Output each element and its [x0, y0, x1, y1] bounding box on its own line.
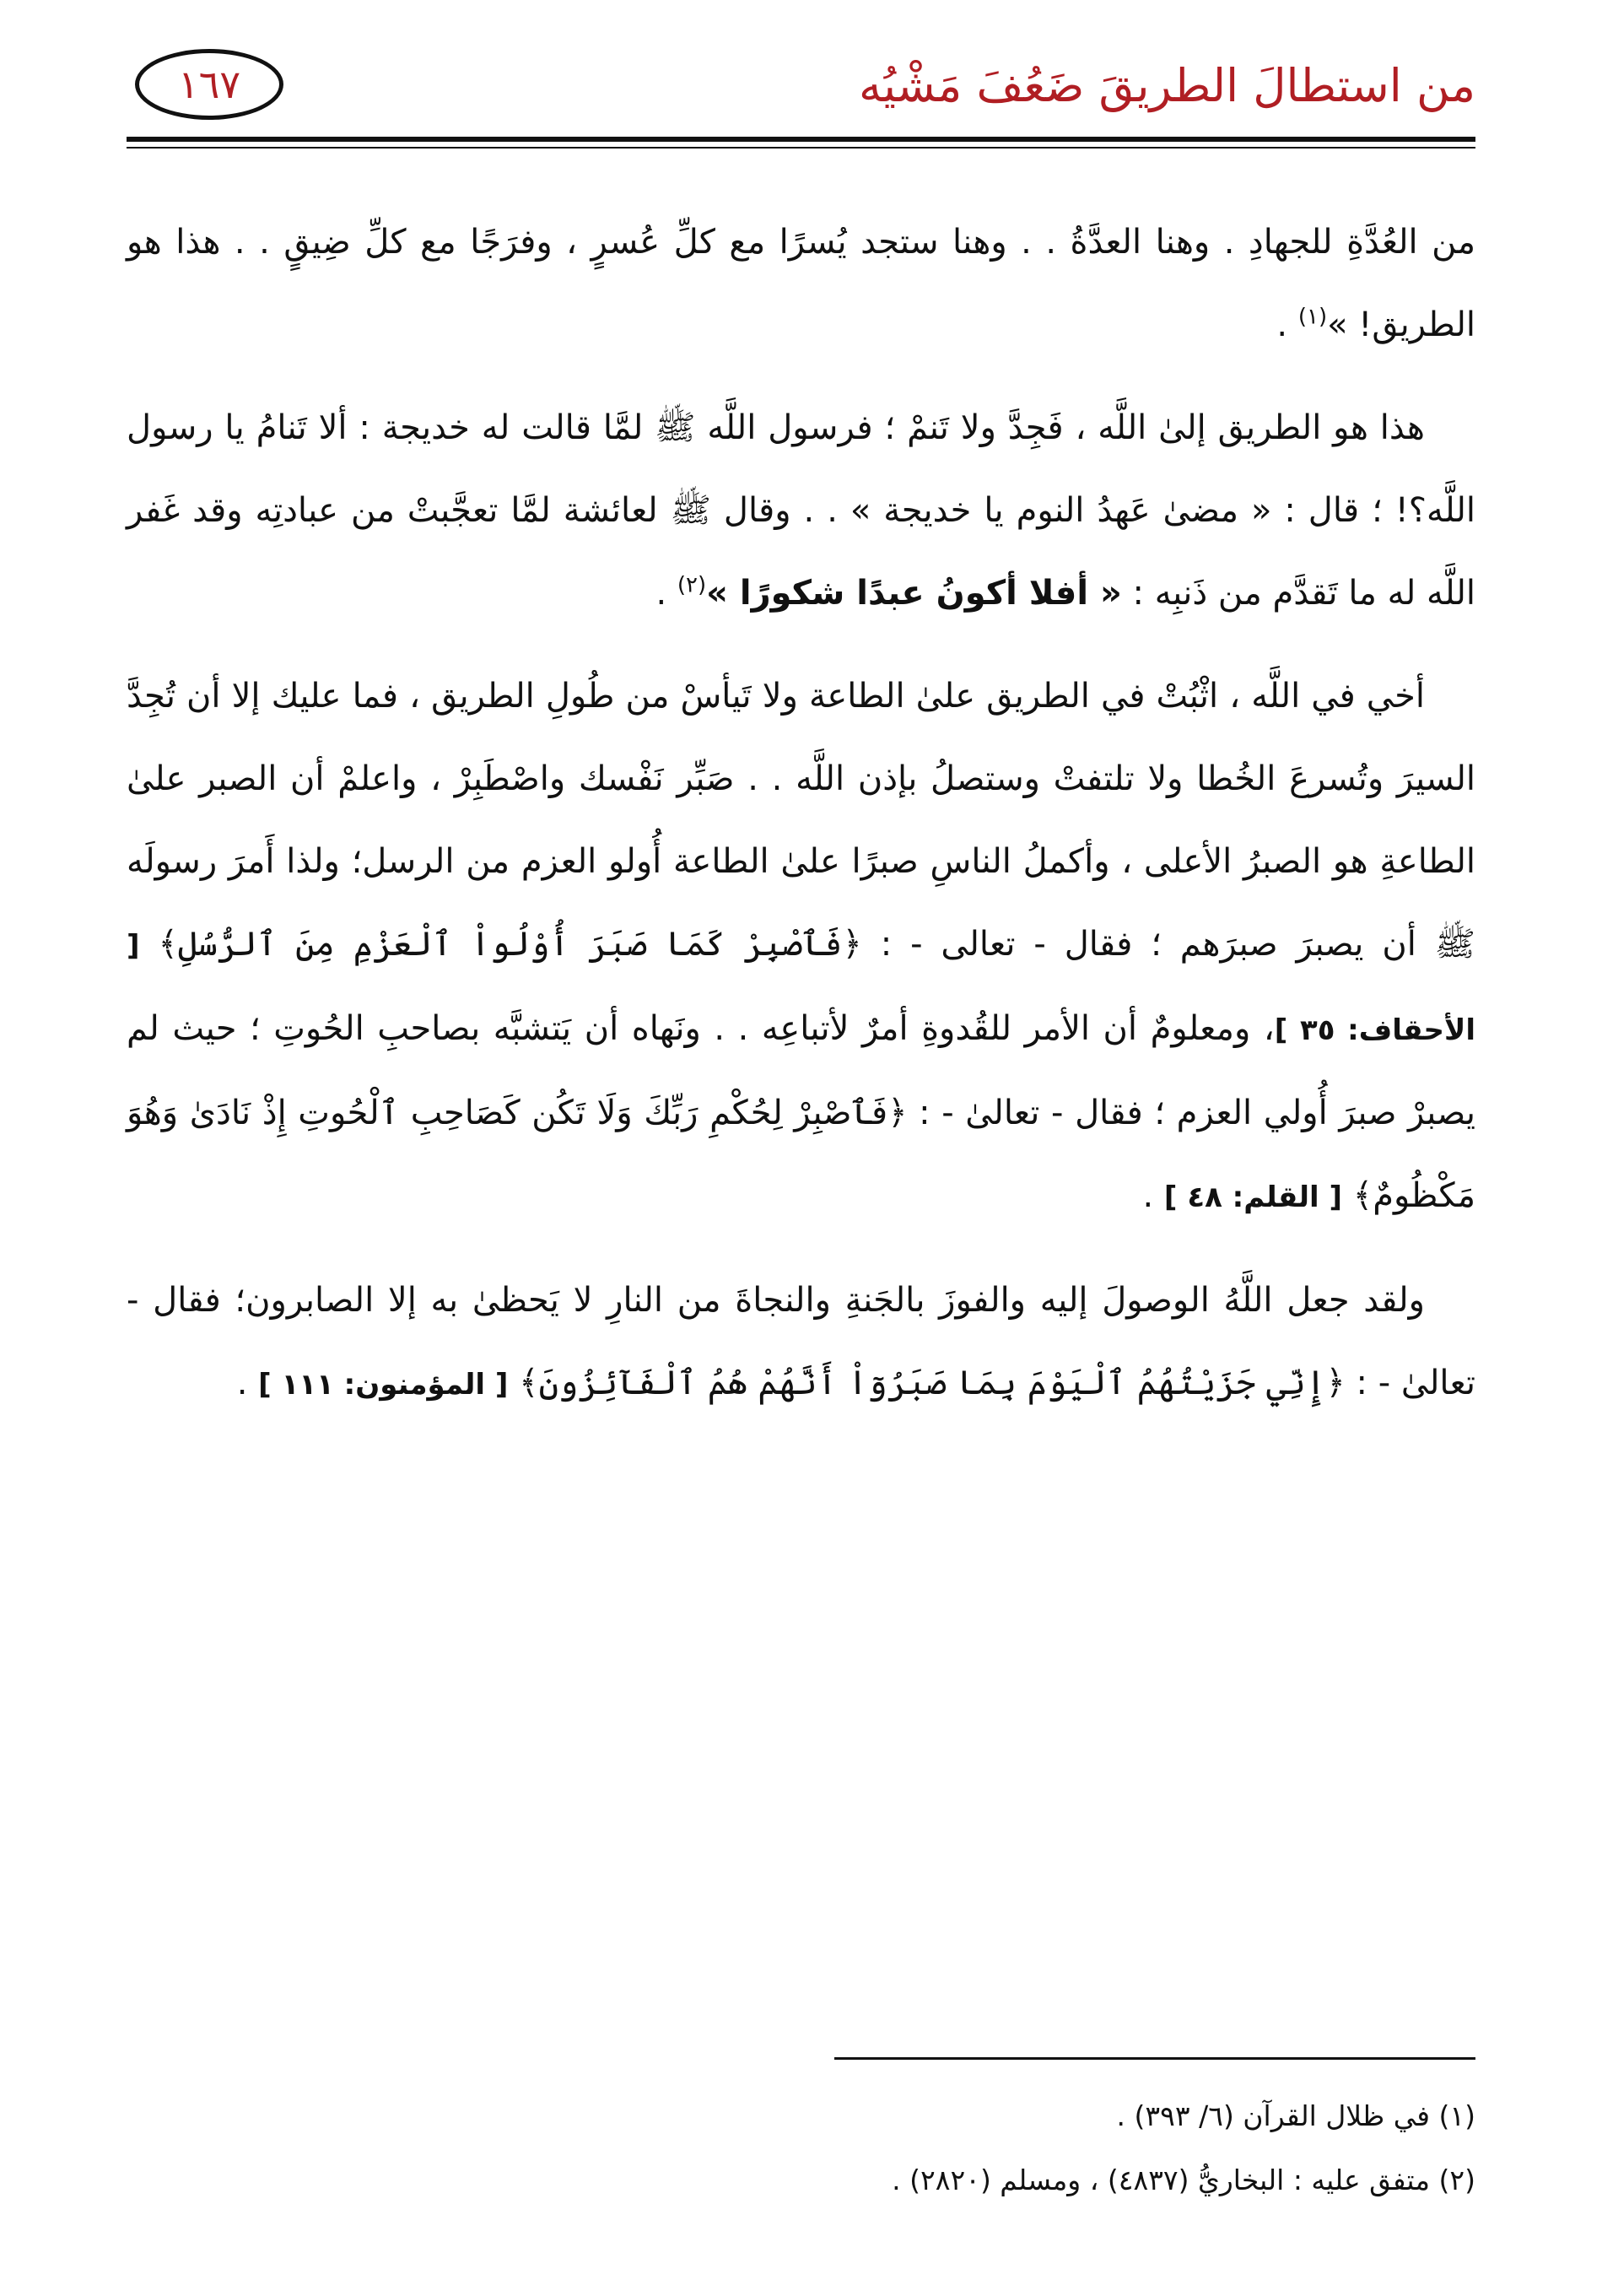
- hadith-quote: « أفلا أكونُ عبدًا شكورًا »: [706, 574, 1122, 613]
- paragraph-1-end: .: [1276, 305, 1298, 344]
- paragraph-4-end: .: [236, 1364, 259, 1402]
- paragraph-1-text: من العُدَّةِ للجهادِ . وهنا العدَّةُ . . وهنا ستجد يُسرًا مع كلِّ عُسرٍ ، وفرَجًا مع كلِّ ضِيقٍ . . هذا هو الطريق! »: [127, 223, 1475, 344]
- paragraph-3-end: .: [1142, 1176, 1164, 1215]
- paragraph-2-text: هذا هو الطريق إلىٰ اللَّه ، فَجِدَّ ولا تَنمْ ؛ فرسول اللَّه ﷺ لمَّا قالت له خديجة : ألا تَنامُ يا رسول اللَّه؟! ؛ قال : « مضىٰ عَهدُ النوم يا خديجة » . . وقال ﷺ لعائشة لمَّا تعجَّبتْ من عبادتِه وقد غَفر اللَّه له ما تَقدَّم من ذَنبِه :: [127, 408, 1475, 613]
- footnote-1: (١) في ظلال القرآن (٦/ ٣٩٣) .: [1116, 2099, 1475, 2132]
- quran-verse-2: ﴿فَٱصْبِرْ لِحُكْمِ رَبِّكَ وَلَا تَكُن كَصَاحِبِ ٱلْحُوتِ إِذْ نَادَىٰ وَهُوَ مَكْظُومٌ﴾: [127, 1094, 1475, 1215]
- footnote-2: (٢) متفق عليه : البخاريُّ (٤٨٣٧) ، ومسلم (٢٨٢٠) .: [892, 2164, 1475, 2196]
- page-number-badge: [135, 49, 283, 120]
- paragraph-3-text-b: ، ومعلومٌ أن الأمر للقُدوةِ أمرٌ لأتباعِه . . ونَهاه أن يَتشبَّه بصاحبِ الحُوتِ ؛ حيث لم يصبرْ صبرَ أُولي العزم ؛ فقال - تعالىٰ - :: [127, 1009, 1476, 1132]
- verse-reference-2: [ القلم: ٤٨ ]: [1163, 1180, 1343, 1214]
- footnote-separator: [834, 2057, 1475, 2060]
- header-rule-thick: [127, 137, 1475, 142]
- footnotes: [127, 2084, 1475, 2212]
- header-rule-thin: [127, 147, 1475, 149]
- paragraph-3: [127, 655, 1475, 1239]
- quran-verse-3: ﴿إِنِّي جَزَيْتُهُمُ ٱلْيَوْمَ بِمَا صَبَرُوٓاْ أَنَّهُمْ هُمُ ٱلْفَآئِزُونَ﴾: [519, 1364, 1346, 1402]
- footnote-marker-1: (١): [1297, 304, 1328, 330]
- paragraph-3-text-a: أخي في اللَّه ، اثْبُتْ في الطريق علىٰ الطاعة ولا تَيأسْ من طُولِ الطريق ، فما عليك إلا أن تُجِدَّ السيرَ وتُسرعَ الخُطا ولا تلتفتْ وستصلُ بإذن اللَّه . . صَبِّر نَفْسك واصْطَبِرْ ، واعلمْ أن الصبر علىٰ الطاعةِ هو الصبرُ الأعلى ، وأكملُ الناسِ صبرًا علىٰ الطاعة أُولو العزم من الرسل؛ ولذا أَمرَ رسولَه ﷺ أن يصبرَ صبرَهم ؛ فقال - تعالى - :: [127, 677, 1476, 964]
- paragraph-4-text: ولقد جعل اللَّهُ الوصولَ إليه والفوزَ بالجَنةِ والنجاةَ من النارِ لا يَحظىٰ به إلا الصابرون؛ فقال - تعالىٰ - :: [127, 1281, 1475, 1402]
- paragraph-2-end: .: [655, 574, 677, 613]
- running-title: من استطالَ الطريقَ ضَعُفَ مَشْيُه: [859, 59, 1475, 112]
- quran-verse-1: ﴿فَٱصْبِرْ كَمَا صَبَرَ أُوْلُواْ ٱلْعَزْمِ مِنَ ٱلرُّسُلِ﴾: [158, 925, 862, 964]
- page-number: ١٦٧: [177, 62, 241, 107]
- page-header: [127, 49, 1475, 142]
- verse-reference-3: [ المؤمنون: ١١١ ]: [258, 1368, 509, 1402]
- verse-reference-1: [ الأحقاف: ٣٥ ]: [127, 929, 1475, 1047]
- paragraph-2: [127, 386, 1475, 635]
- paragraph-4: [127, 1259, 1475, 1426]
- body-text: [127, 201, 1475, 1446]
- paragraph-1: [127, 201, 1475, 366]
- footnote-marker-2: (٢): [677, 572, 707, 598]
